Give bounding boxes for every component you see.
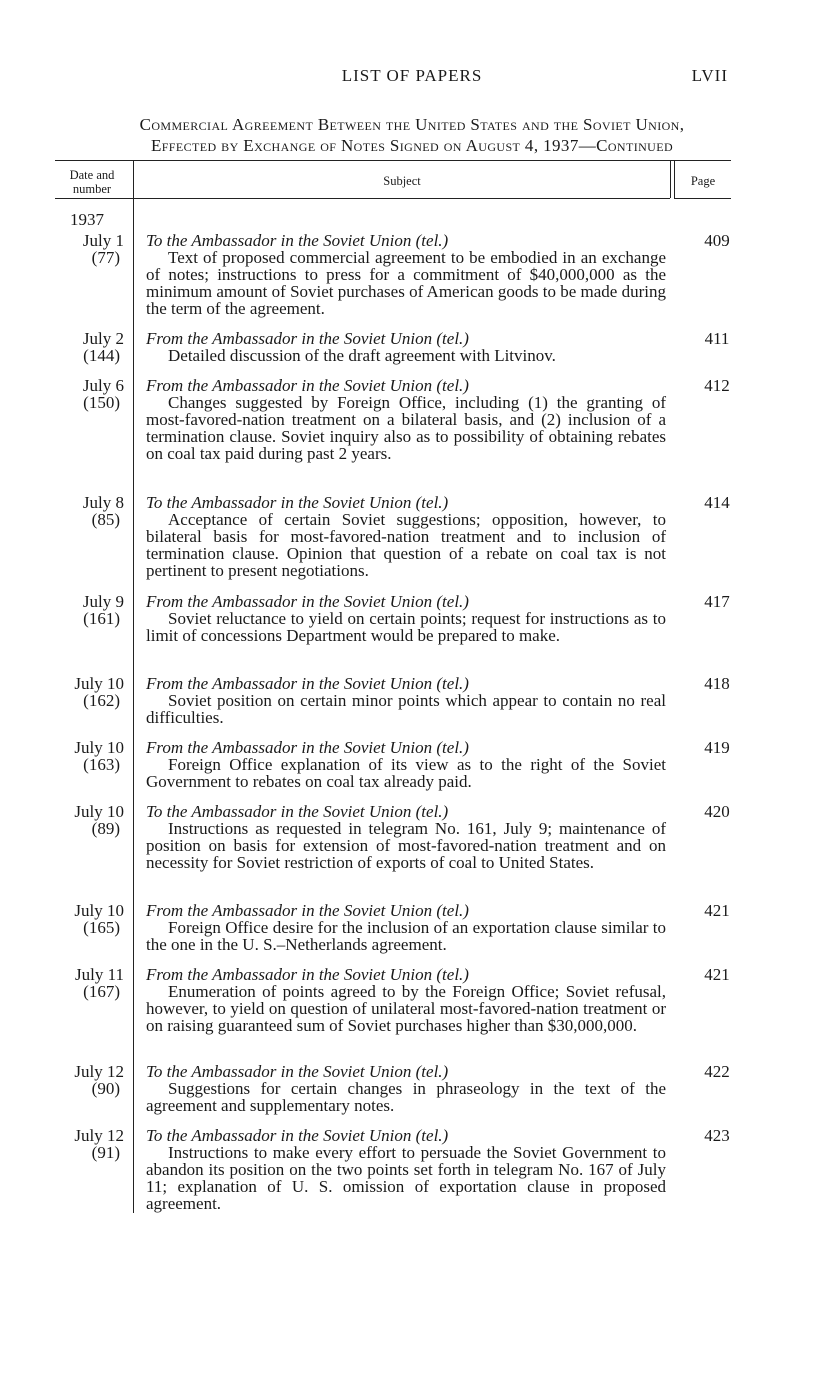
entry-number: (85) [91, 510, 120, 529]
entry-number: (89) [91, 819, 120, 838]
entry-description: Instructions to make every effort to persuade the Soviet Government to abandon its position on the two points set forth in telegram No. 167 of July 11; explanation of U. S. omission of exportation clause in proposed agreement. [146, 1143, 666, 1213]
entry-subject [146, 966, 666, 1034]
section-heading-line-2: Effected by Exchange of Notes Signed on August 4, 1937—Continued [150, 136, 674, 155]
entry-date: July 6 [82, 376, 124, 395]
entry-description: Changes suggested by Foreign Office, including (1) the granting of most-favored-nation treatment on a bilateral basis, and (2) inclusion of a termination clause. Soviet inquiry also as to possibility of obtaining rebates on coal tax paid during past 2 years. [146, 393, 666, 463]
entry-date: July 2 [82, 329, 124, 348]
entry-description: Soviet position on certain minor points which appear to contain no real difficulties. [146, 691, 666, 727]
date-column-divider [133, 161, 134, 1213]
entry-description: Instructions as requested in telegram No. 161, July 9; maintenance of position on basis for extension of most-favored-nation treatment and on necessity for Soviet restriction of exports of coal to United States. [146, 819, 666, 872]
entry-title: From the Ambassador in the Soviet Union (tel.) [146, 376, 469, 395]
year-label: 1937 [70, 210, 104, 229]
entry-number: (163) [83, 755, 120, 774]
entry-number: (161) [83, 609, 120, 628]
page-numeral: LVII [691, 66, 728, 85]
entry-title: To the Ambassador in the Soviet Union (tel.) [146, 1126, 449, 1145]
entry-number: (162) [83, 691, 120, 710]
entry-subject [146, 593, 666, 644]
entry-description: Detailed discussion of the draft agreement with Litvinov. [168, 346, 556, 365]
entry-number: (150) [83, 393, 120, 412]
entry-title: From the Ambassador in the Soviet Union (tel.) [146, 592, 469, 611]
column-header-page: Page [690, 174, 716, 188]
entry-date: July 12 [74, 1126, 124, 1145]
entry-description: Text of proposed commercial agreement to be embodied in an exchange of notes; instructions to press for a commitment of $40,000,000 as the minimum amount of Soviet purchases of American goods to be made during the term of the agreement. [146, 248, 666, 318]
entry-title: From the Ambassador in the Soviet Union (tel.) [146, 674, 469, 693]
entry-description: Foreign Office desire for the inclusion of an exportation clause similar to the one in the U. S.–Netherlands agreement. [146, 918, 666, 954]
entry-number: (167) [83, 982, 120, 1001]
entry-subject [146, 1063, 666, 1114]
table-top-rule [55, 160, 731, 161]
entry-date: July 12 [74, 1062, 124, 1081]
column-header-subject: Subject [383, 174, 421, 188]
entry-page: 421 [704, 901, 730, 920]
entry-description: Acceptance of certain Soviet suggestions; opposition, however, to bilateral basis for most-favored-nation treatment and to inclusion of termination clause. Opinion that question of a rebate on coal tax is not pertinent to present negotiations. [146, 510, 666, 580]
entry-subject [146, 803, 666, 871]
entry-page: 421 [704, 965, 730, 984]
entry-page: 412 [704, 376, 730, 395]
entry-title: From the Ambassador in the Soviet Union (tel.) [146, 329, 469, 348]
entry-date: July 10 [74, 802, 124, 821]
entry-title: From the Ambassador in the Soviet Union (tel.) [146, 738, 469, 757]
entry-title: To the Ambassador in the Soviet Union (tel.) [146, 493, 449, 512]
entry-description: Enumeration of points agreed to by the Foreign Office; Soviet refusal, however, to yield on question of unilateral most-favored-nation treatment or on raising guaranteed sum of Soviet purchases higher than $30,000,000. [146, 982, 666, 1035]
entry-date: July 10 [74, 738, 124, 757]
entry-subject [146, 739, 666, 790]
entry-description: Suggestions for certain changes in phraseology in the text of the agreement and supplementary notes. [146, 1079, 666, 1115]
entry-page: 418 [704, 674, 730, 693]
section-heading [40, 114, 784, 156]
entry-page: 419 [704, 738, 730, 757]
entry-number: (90) [91, 1079, 120, 1098]
entry-description: Soviet reluctance to yield on certain points; request for instructions as to limit of concessions Department would be prepared to make. [146, 609, 666, 645]
entry-page: 411 [704, 329, 730, 348]
entry-page: 422 [704, 1062, 730, 1081]
entry-title: To the Ambassador in the Soviet Union (tel.) [146, 1062, 449, 1081]
entry-number: (144) [83, 346, 120, 365]
entry-date: July 10 [74, 674, 124, 693]
column-header-date: Date and number [69, 168, 115, 196]
entry-page: 414 [704, 493, 730, 512]
entry-date: July 10 [74, 901, 124, 920]
entry-title: To the Ambassador in the Soviet Union (tel.) [146, 802, 449, 821]
section-heading-line-1: Commercial Agreement Between the United States and the Soviet Union, [139, 115, 685, 134]
entry-subject [146, 902, 666, 953]
entry-number: (91) [91, 1143, 120, 1162]
entry-number: (77) [91, 248, 120, 267]
entry-title: To the Ambassador in the Soviet Union (tel.) [146, 231, 449, 250]
entry-subject [146, 675, 666, 726]
entry-page: 417 [704, 592, 730, 611]
entry-page: 409 [704, 231, 730, 250]
entry-date: July 8 [82, 493, 124, 512]
running-head [0, 66, 824, 88]
entry-description: Foreign Office explanation of its view as to the right of the Soviet Government to rebates on coal tax already paid. [146, 755, 666, 791]
entry-subject [146, 377, 666, 462]
entry-subject [146, 330, 666, 364]
page-column-divider-left [670, 161, 671, 198]
entry-number: (165) [83, 918, 120, 937]
entry-date: July 9 [82, 592, 124, 611]
running-title: LIST OF PAPERS [341, 66, 483, 85]
entry-page: 420 [704, 802, 730, 821]
entry-date: July 11 [75, 965, 124, 984]
entry-title: From the Ambassador in the Soviet Union (tel.) [146, 965, 469, 984]
entry-subject [146, 232, 666, 317]
entry-subject [146, 1127, 666, 1212]
entry-subject [146, 494, 666, 579]
entry-title: From the Ambassador in the Soviet Union (tel.) [146, 901, 469, 920]
entry-page: 423 [704, 1126, 730, 1145]
entry-date: July 1 [82, 231, 124, 250]
